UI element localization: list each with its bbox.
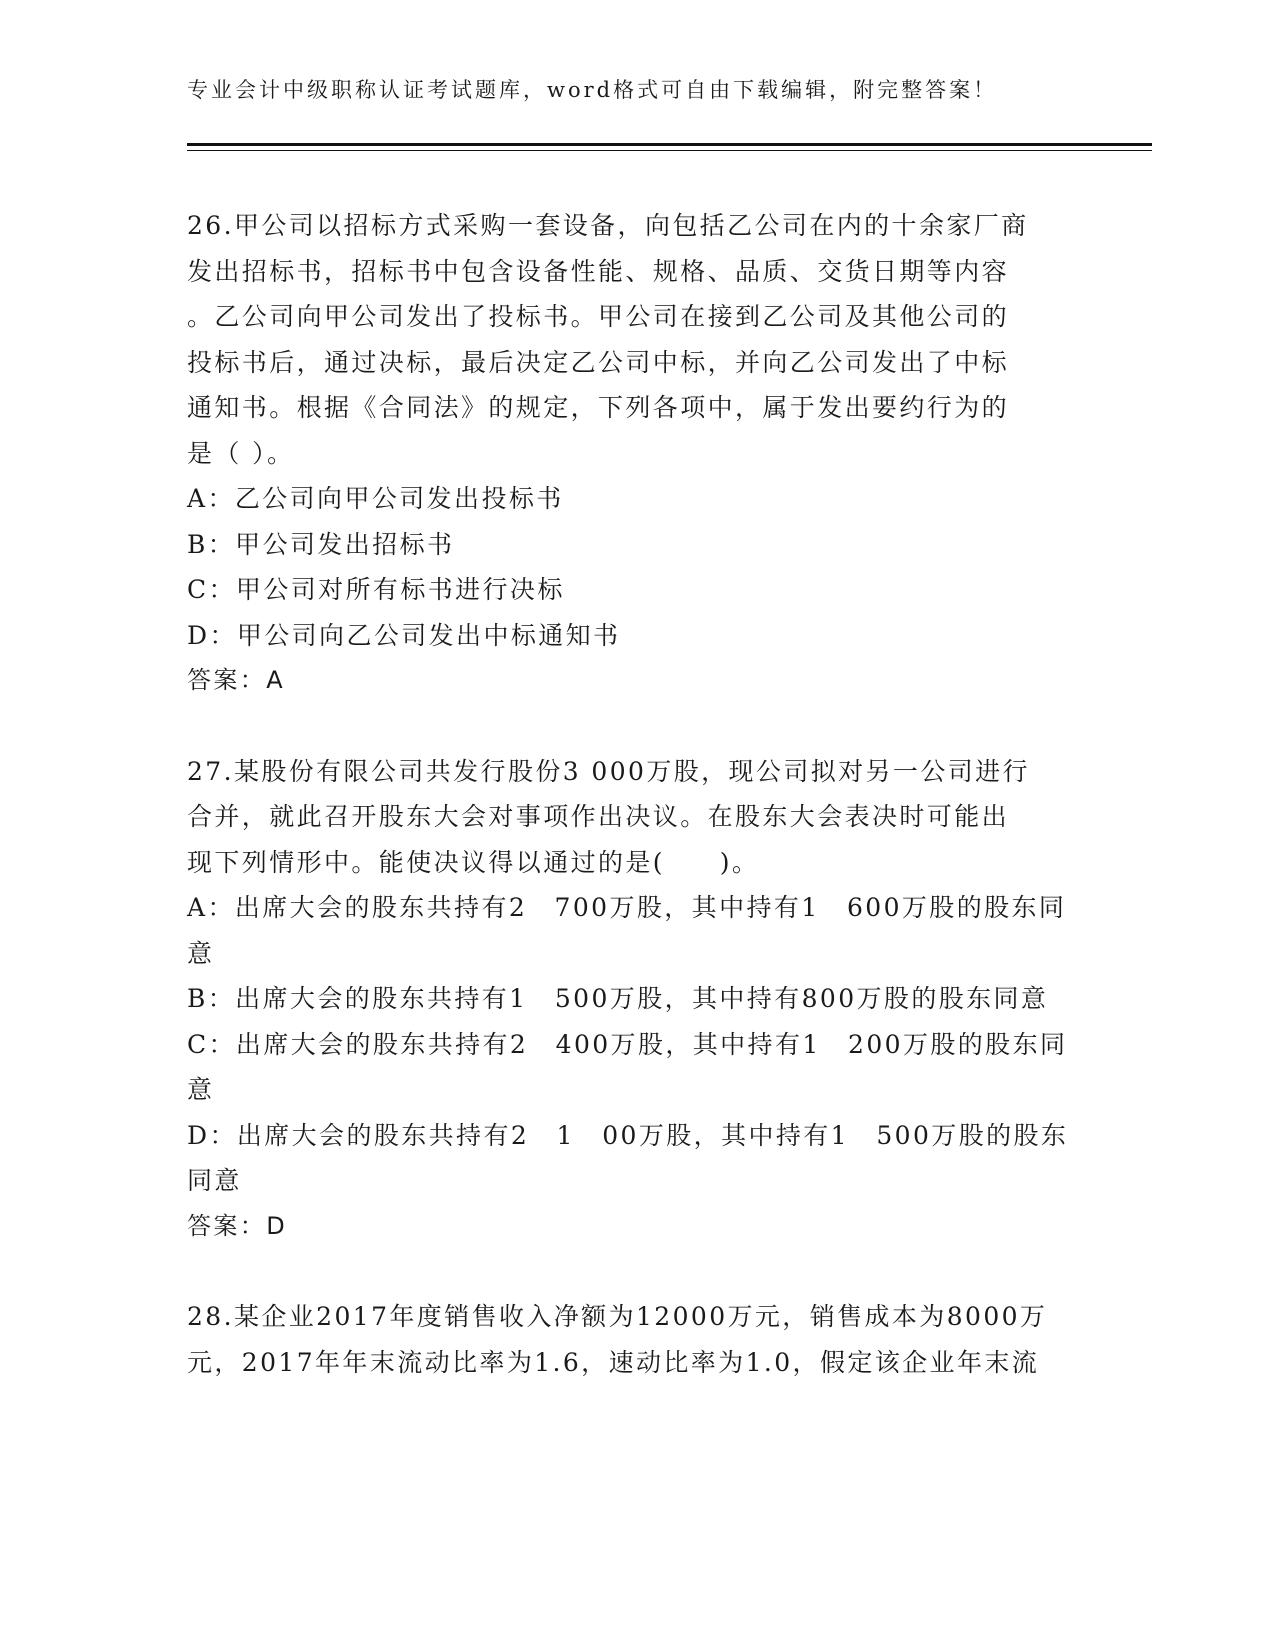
stem-line: 发出招标书，招标书中包含设备性能、规格、品质、交货日期等内容	[187, 256, 1010, 286]
stem-line: 通知书。根据《合同法》的规定，下列各项中，属于发出要约行为的	[187, 393, 1010, 422]
question-stem	[187, 1294, 1087, 1385]
header-text: 专业会计中级职称认证考试题库，word格式可自由下载编辑，附完整答案！	[187, 78, 998, 102]
question-stem	[187, 203, 1087, 476]
stem-line: 是（ ）。	[187, 438, 295, 468]
question-spacer	[187, 704, 1087, 749]
header-divider	[187, 143, 1152, 146]
question-28	[187, 1294, 1087, 1385]
option-c: C：出席大会的股东共持有2 400万股，其中持有1 200万股的股东同意	[187, 1029, 1068, 1104]
question-27	[187, 749, 1087, 1250]
answer: 答案：D	[187, 1211, 288, 1240]
question-list	[187, 203, 1087, 1385]
stem-line: 现下列情形中。能使决议得以通过的是( )。	[187, 847, 760, 877]
stem-line: 投标书后，通过决标，最后决定乙公司中标，并向乙公司发出了中标	[187, 347, 1010, 377]
stem-line: 26.甲公司以招标方式采购一套设备，向包括乙公司在内的十余家厂商	[187, 211, 1029, 240]
stem-line: 合并，就此召开股东大会对事项作出决议。在股东大会表决时可能出	[187, 802, 1010, 831]
option-b: B：出席大会的股东共持有1 500万股，其中持有800万股的股东同意	[187, 984, 1049, 1013]
stem-line: 元，2017年年末流动比率为1.6，速动比率为1.0，假定该企业年末流	[187, 1347, 1040, 1377]
stem-line: 。乙公司向甲公司发出了投标书。甲公司在接到乙公司及其他公司的	[187, 302, 1010, 331]
stem-line: 27.某股份有限公司共发行股份3 000万股，现公司拟对另一公司进行	[187, 756, 1030, 786]
stem-line: 28.某企业2017年度销售收入净额为12000万元，销售成本为8000万	[187, 1302, 1048, 1331]
question-stem	[187, 749, 1087, 886]
option-a: A：出席大会的股东共持有2 700万股，其中持有1 600万股的股东同意	[187, 893, 1067, 968]
header-divider-thin	[187, 150, 1152, 151]
answer: 答案：A	[187, 666, 286, 694]
question-spacer	[187, 1249, 1087, 1294]
option-d: D：出席大会的股东共持有2 1 00万股，其中持有1 500万股的股东同意	[187, 1120, 1069, 1195]
option-c: C：甲公司对所有标书进行决标	[187, 575, 565, 604]
option-b: B：甲公司发出招标书	[187, 529, 455, 559]
question-26	[187, 203, 1087, 704]
option-a: A：乙公司向甲公司发出投标书	[187, 484, 564, 513]
option-d: D：甲公司向乙公司发出中标通知书	[187, 620, 621, 650]
